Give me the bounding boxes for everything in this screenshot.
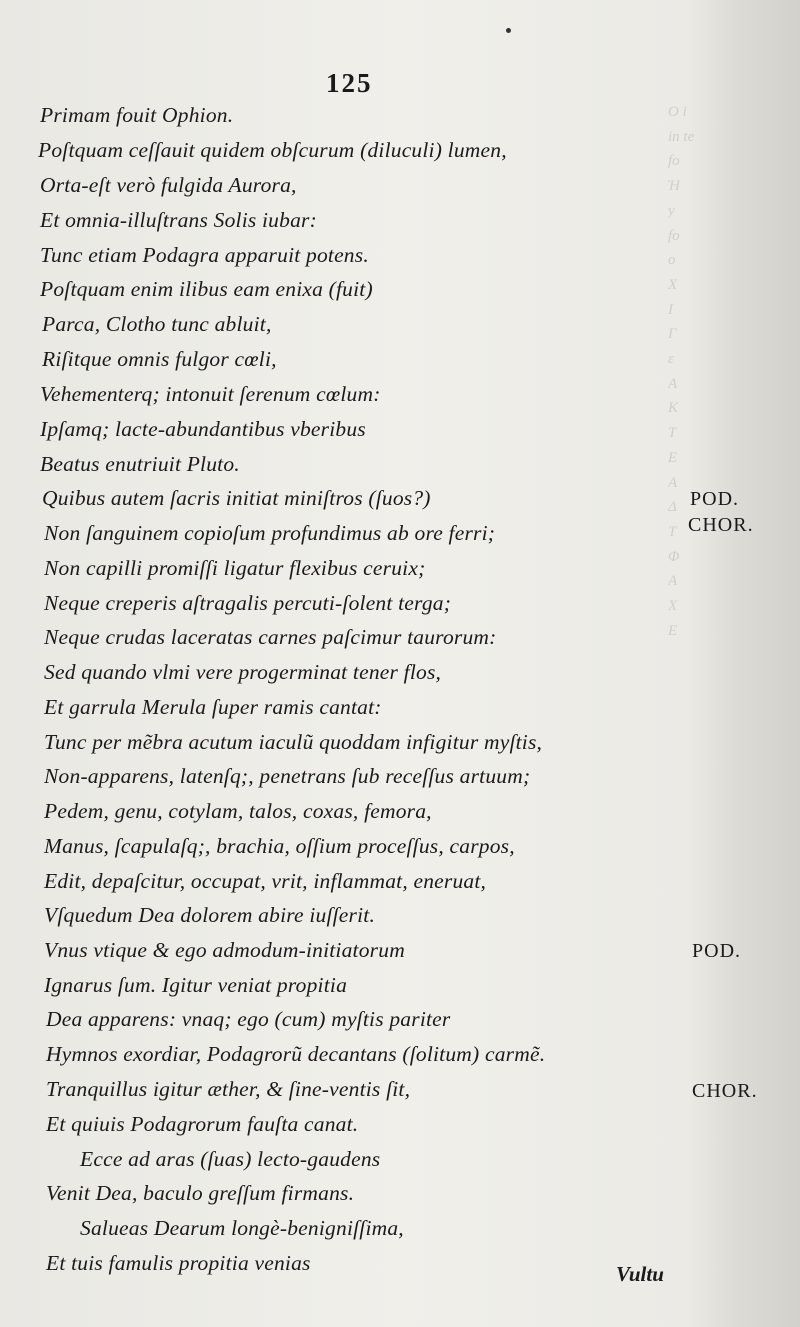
verse-line: Poſtquam ceſſauit quidem obſcurum (diluculi) lumen, xyxy=(38,138,507,162)
verse-line: Quibus autem ſacris initiat miniſtros (ſuos?) xyxy=(42,486,431,510)
verse-line: Salueas Dearum longè-benigniſſima, xyxy=(80,1216,404,1240)
verse-line: Sed quando vlmi vere progerminat tener flos, xyxy=(44,660,442,684)
verse-line: Neque creperis aſtragalis percuti-ſolent terga; xyxy=(44,591,452,615)
verse-line: Tunc etiam Podagra apparuit potens. xyxy=(40,243,369,267)
verse-line: Ipſamq; lacte-abundantibus vberibus xyxy=(40,417,366,441)
verse-line: Edit, depaſcitur, occupat, vrit, inflammat, eneruat, xyxy=(44,869,487,893)
speaker-label-pod: POD. xyxy=(692,940,742,962)
verse-line: Parca, Clotho tunc abluit, xyxy=(42,312,272,336)
verse-line: Ignarus ſum. Igitur veniat propitia xyxy=(44,973,348,997)
page-number: 125 xyxy=(326,68,373,98)
verse-line: Vnus vtique & ego admodum-initiatorum xyxy=(44,938,405,962)
verse-line: Riſitque omnis fulgor cœli, xyxy=(42,347,277,371)
verse-line: Et omnia-illuſtrans Solis iubar: xyxy=(40,208,317,232)
verse-line: Ecce ad aras (ſuas) lecto-gaudens xyxy=(80,1147,381,1171)
verse-line: Non-apparens, latenſq;, penetrans ſub receſſus artuum; xyxy=(44,764,531,788)
verse-line: Manus, ſcapulaſq;, brachia, oſſium proceſſus, carpos, xyxy=(44,834,515,858)
speaker-label-pod: POD. xyxy=(690,488,740,510)
verse-line: Pedem, genu, cotylam, talos, coxas, femora, xyxy=(44,799,432,823)
verse-line: Non capilli promiſſi ligatur flexibus ceruix; xyxy=(44,556,426,580)
verse-line: Tranquillus igitur æther, & ſine-ventis ſit, xyxy=(46,1077,411,1101)
verse-line: Non ſanguinem copioſum profundimus ab ore ferri; xyxy=(44,521,496,545)
verse-line: Poſtquam enim ilibus eam enixa (fuit) xyxy=(40,277,373,301)
verse-line: Primam fouit Ophion. xyxy=(40,103,234,127)
speaker-label-chor: CHOR. xyxy=(688,514,754,536)
verse-line: Et garrula Merula ſuper ramis cantat: xyxy=(44,695,382,719)
verse-line: Vſquedum Dea dolorem abire iuſſerit. xyxy=(44,903,376,927)
verse-line: Et tuis famulis propitia venias xyxy=(46,1251,311,1275)
verse-line: Orta-eſt verò fulgida Aurora, xyxy=(40,173,297,197)
verse-line: Et quiuis Podagrorum fauſta canat. xyxy=(46,1112,359,1136)
verse-line: Neque crudas laceratas carnes paſcimur taurorum: xyxy=(44,625,497,649)
verse-line: Hymnos exordiar, Podagrorũ decantans (ſolitum) carmẽ. xyxy=(46,1042,546,1066)
verse-line: Vehementerq; intonuit ſerenum cœlum: xyxy=(40,382,381,406)
verse-line: Tunc per mẽbra acutum iaculũ quoddam infigitur myſtis, xyxy=(44,730,543,754)
catchword: Vultu xyxy=(616,1262,664,1286)
speaker-label-chor: CHOR. xyxy=(692,1080,758,1102)
verse-line: Venit Dea, baculo greſſum firmans. xyxy=(46,1181,355,1205)
verse-line: Beatus enutriuit Pluto. xyxy=(40,452,240,476)
bleed-through-shadow: O i in te fo Ή y fo ο X Ι Γ ε Α K Τ E Α Δ T Φ A X Ε xyxy=(668,104,695,639)
verse-line: Dea apparens: vnaq; ego (cum) myſtis pariter xyxy=(46,1007,451,1031)
